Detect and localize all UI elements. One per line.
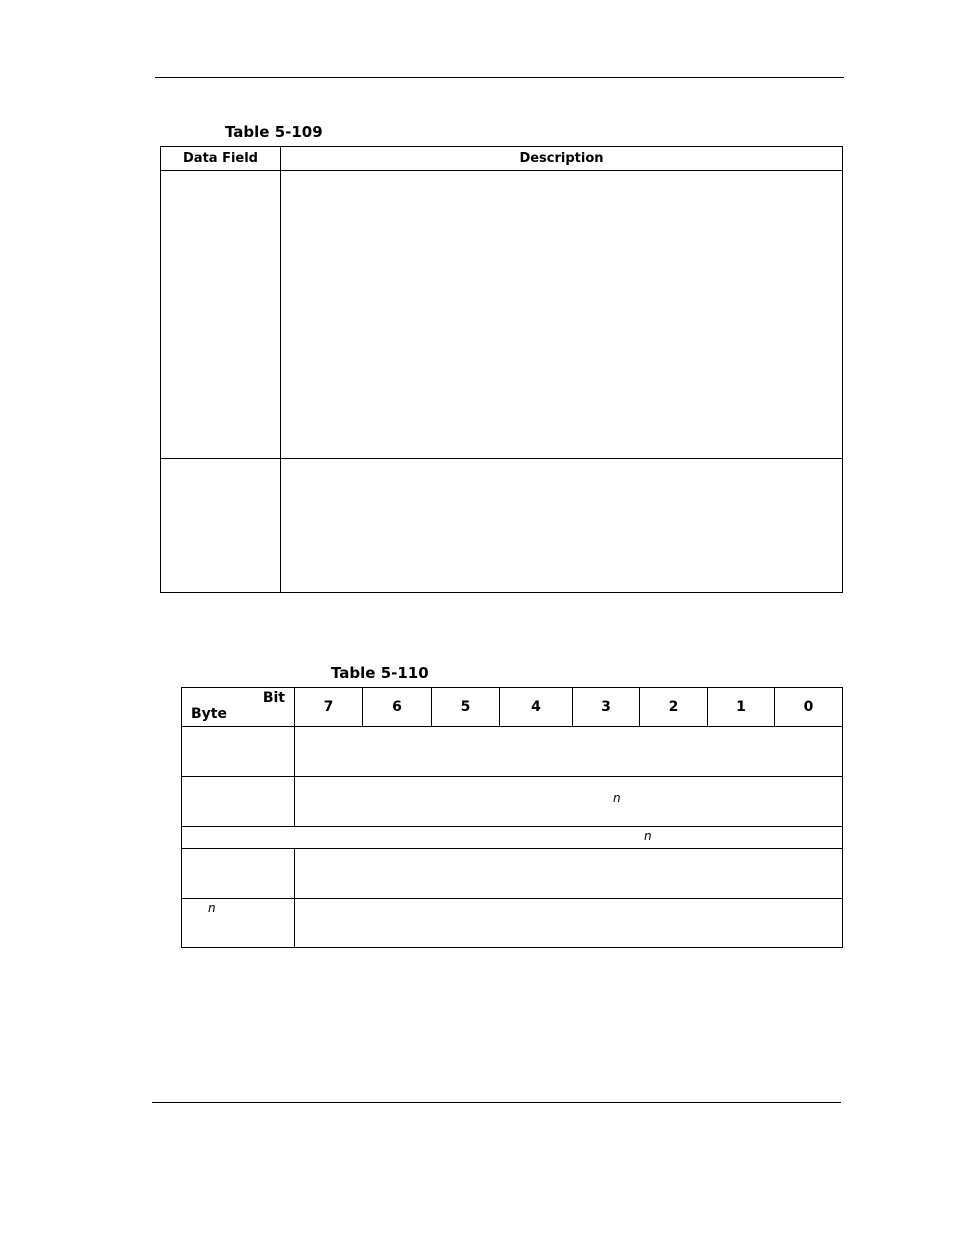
data-field-cell	[161, 459, 281, 593]
bit-5-header: 5	[432, 688, 500, 727]
description-cell	[281, 459, 843, 593]
bit-1-header: 1	[708, 688, 775, 727]
italic-n-mark: n	[613, 791, 621, 805]
col-header-description: Description	[281, 147, 843, 171]
byte-cell	[182, 899, 295, 948]
table-109-header-row	[161, 147, 843, 171]
field-cell	[295, 777, 843, 827]
table-row	[182, 777, 843, 827]
table-110	[181, 687, 843, 948]
bit-7-header: 7	[295, 688, 363, 727]
col-header-data-field: Data Field	[161, 147, 281, 171]
byte-label: Byte	[191, 706, 227, 722]
table-109-caption: Table 5-109	[225, 123, 323, 141]
bit-byte-corner-cell	[182, 688, 295, 727]
bit-6-header: 6	[363, 688, 432, 727]
byte-cell	[182, 727, 295, 777]
byte-cell	[182, 777, 295, 827]
field-cell	[295, 727, 843, 777]
table-110-caption: Table 5-110	[331, 664, 429, 682]
bit-2-header: 2	[640, 688, 708, 727]
field-cell	[295, 899, 843, 948]
table-row	[161, 171, 843, 459]
table-row	[182, 899, 843, 948]
table-row	[182, 727, 843, 777]
italic-n-mark: n	[644, 829, 652, 843]
data-field-cell	[161, 171, 281, 459]
field-cell	[295, 849, 843, 899]
table-109	[160, 146, 843, 593]
bit-4-header: 4	[500, 688, 573, 727]
table-row	[182, 827, 843, 849]
table-row	[182, 849, 843, 899]
byte-cell	[182, 849, 295, 899]
description-cell	[281, 171, 843, 459]
footer-rule	[152, 1102, 841, 1103]
bit-header-row	[182, 688, 843, 727]
bit-label: Bit	[262, 690, 285, 706]
full-width-cell	[182, 827, 843, 849]
bit-3-header: 3	[573, 688, 640, 727]
table-row	[161, 459, 843, 593]
italic-n-mark: n	[208, 901, 216, 915]
header-rule	[155, 77, 844, 78]
bit-0-header: 0	[775, 688, 843, 727]
